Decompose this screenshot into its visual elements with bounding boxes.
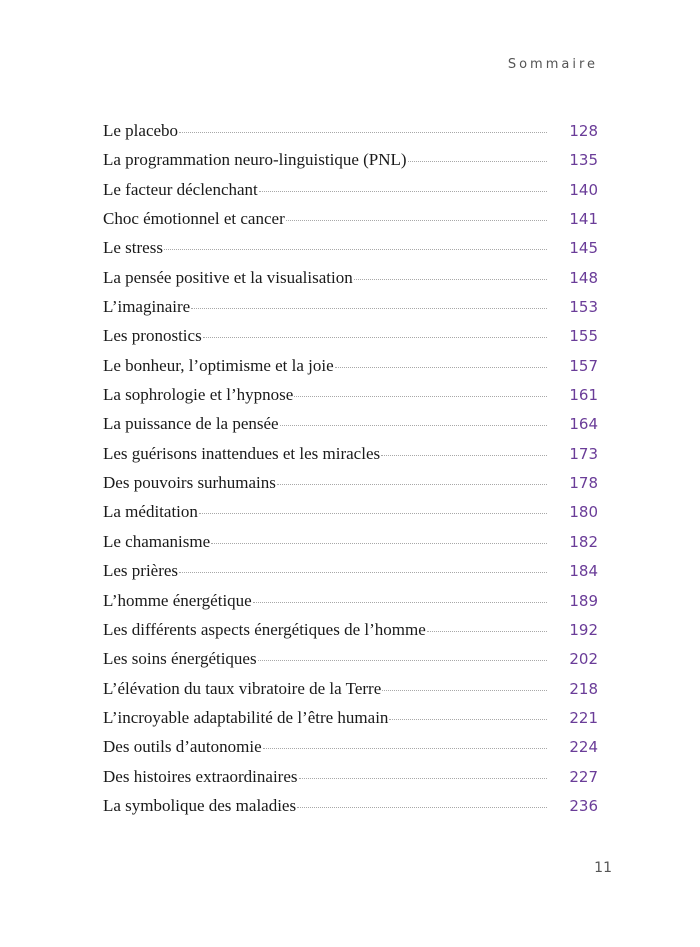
toc-entry[interactable] <box>103 439 598 468</box>
toc-entry-page: 236 <box>569 796 598 815</box>
toc-entry-page: 192 <box>569 620 598 639</box>
dot-leader <box>297 807 547 808</box>
dot-leader <box>280 425 548 426</box>
toc-entry[interactable] <box>103 116 598 145</box>
toc-entry-page: 153 <box>569 298 598 317</box>
toc-entry-title: Les différents aspects énergétiques de l’homme <box>103 619 426 639</box>
dot-leader <box>354 279 548 280</box>
toc-entry-page: 141 <box>569 210 598 229</box>
dot-leader <box>258 660 548 661</box>
toc-entry[interactable] <box>103 351 598 380</box>
toc-entry[interactable] <box>103 674 598 703</box>
toc-entry-page: 173 <box>569 444 598 463</box>
toc-entry-page: 224 <box>569 738 598 757</box>
toc-entry-page: 155 <box>569 327 598 346</box>
toc-entry-title: Le bonheur, l’optimisme et la joie <box>103 355 334 375</box>
dot-leader <box>263 748 548 749</box>
toc-entry-page: 161 <box>569 386 598 405</box>
toc-entry[interactable] <box>103 409 598 438</box>
toc-entry[interactable] <box>103 263 598 292</box>
dot-leader <box>179 572 547 573</box>
toc-entry-page: 218 <box>569 679 598 698</box>
toc-entry-page: 157 <box>569 356 598 375</box>
toc-entry-title: Le placebo <box>103 121 179 140</box>
dot-leader <box>389 719 547 720</box>
toc-entry-page: 148 <box>569 268 598 287</box>
toc-entry-page: 221 <box>569 708 598 727</box>
dot-leader <box>381 455 547 456</box>
toc-entry-page: 184 <box>569 562 598 581</box>
dot-leader <box>191 308 547 309</box>
toc-entry-title: La programmation neuro-linguistique (PNL) <box>103 150 407 170</box>
toc-entry-page: 227 <box>569 767 598 786</box>
dot-leader <box>286 220 548 221</box>
toc-entry-page: 178 <box>569 474 598 493</box>
dot-leader <box>335 367 548 368</box>
toc-entry-title: La pensée positive et la visualisation <box>103 267 353 287</box>
dot-leader <box>408 161 548 162</box>
toc-entry-page: 202 <box>569 650 598 669</box>
toc-entry-title: Le chamanisme <box>103 531 211 551</box>
toc-entry-page: 182 <box>569 532 598 551</box>
toc-entry[interactable] <box>103 380 598 409</box>
toc-entry[interactable] <box>103 175 598 204</box>
toc-entry-title: La méditation <box>103 502 198 522</box>
dot-leader <box>253 602 548 603</box>
toc-entry[interactable] <box>103 703 598 732</box>
toc-entry[interactable] <box>103 762 598 791</box>
toc-entry[interactable] <box>103 556 598 585</box>
toc-entry-page: 128 <box>569 122 598 140</box>
toc-entry-page: 145 <box>569 239 598 258</box>
toc-entry-page: 180 <box>569 503 598 522</box>
toc-entry-title: Des histoires extraordinaires <box>103 766 298 786</box>
toc-entry-page: 164 <box>569 415 598 434</box>
toc-entry-title: Des outils d’autonomie <box>103 737 262 757</box>
dot-leader <box>277 484 548 485</box>
dot-leader <box>164 249 547 250</box>
toc-entry[interactable] <box>103 204 598 233</box>
toc-entry-title: Choc émotionnel et cancer <box>103 209 285 229</box>
toc-entry[interactable] <box>103 527 598 556</box>
dot-leader <box>299 778 548 779</box>
toc-entry[interactable] <box>103 321 598 350</box>
toc-entry[interactable] <box>103 145 598 174</box>
toc-entry-title: Les pronostics <box>103 326 202 346</box>
page-number: 11 <box>594 860 612 876</box>
toc-entry-title: L’élévation du taux vibratoire de la Terre <box>103 678 382 698</box>
dot-leader <box>203 337 548 338</box>
dot-leader <box>211 543 547 544</box>
toc-entry-title: L’homme énergétique <box>103 590 252 610</box>
toc-entry[interactable] <box>103 791 598 820</box>
toc-entry-page: 140 <box>569 180 598 199</box>
dot-leader <box>259 191 548 192</box>
toc-entry[interactable] <box>103 233 598 262</box>
toc-entry[interactable] <box>103 644 598 673</box>
toc-entry-title: Les prières <box>103 561 179 581</box>
toc-entry[interactable] <box>103 497 598 526</box>
dot-leader <box>294 396 547 397</box>
table-of-contents <box>103 116 598 820</box>
toc-entry[interactable] <box>103 292 598 321</box>
toc-entry-title: La symbolique des maladies <box>103 795 297 815</box>
toc-entry-title: Les guérisons inattendues et les miracles <box>103 443 381 463</box>
dot-leader <box>199 513 547 514</box>
toc-entry-title: Le facteur déclenchant <box>103 179 258 199</box>
section-title: Sommaire <box>507 57 598 72</box>
toc-entry[interactable] <box>103 468 598 497</box>
dot-leader <box>179 132 547 133</box>
toc-entry[interactable] <box>103 586 598 615</box>
toc-entry-page: 135 <box>569 151 598 170</box>
toc-entry-title: La sophrologie et l’hypnose <box>103 385 294 405</box>
toc-entry-title: Le stress <box>103 238 163 258</box>
toc-entry-title: Des pouvoirs surhumains <box>103 473 276 493</box>
toc-entry-page: 189 <box>569 591 598 610</box>
dot-leader <box>382 690 547 691</box>
toc-entry-title: La puissance de la pensée <box>103 414 279 434</box>
toc-entry-title: L’incroyable adaptabilité de l’être humain <box>103 707 389 727</box>
toc-entry[interactable] <box>103 615 598 644</box>
toc-entry[interactable] <box>103 732 598 761</box>
toc-entry-title: L’imaginaire <box>103 297 191 317</box>
toc-entry-title: Les soins énergétiques <box>103 649 257 669</box>
dot-leader <box>427 631 548 632</box>
